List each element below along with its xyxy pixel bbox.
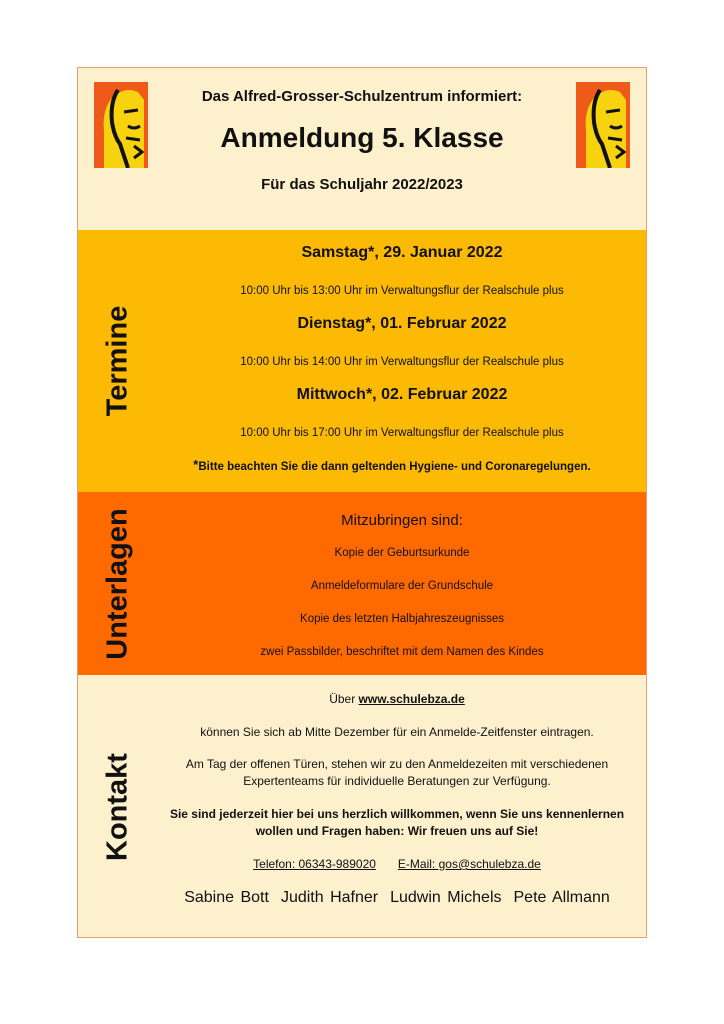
date-time: 10:00 Uhr bis 14:00 Uhr im Verwaltungsflur der Realschule plus xyxy=(240,356,564,368)
list-item: Anmeldeformulare der Grundschule xyxy=(310,580,494,592)
flyer xyxy=(77,67,647,938)
termine-section xyxy=(78,230,646,492)
register-text: können Sie sich ab Mitte Dezember für ein Anmelde-Zeitfenster eintragen. xyxy=(200,725,594,739)
date-time: 10:00 Uhr bis 17:00 Uhr im Verwaltungsflur der Realschule plus xyxy=(240,427,564,439)
open-day-text-1: Am Tag der offenen Türen, stehen wir zu den Anmeldezeiten mit verschiedenen xyxy=(185,757,609,771)
contact-names xyxy=(148,889,646,907)
list-item: Kopie der Geburtsurkunde xyxy=(334,547,470,559)
note-marker: * xyxy=(193,457,199,472)
email-link[interactable]: E-Mail: gos@schulebza.de xyxy=(397,857,541,871)
website-line xyxy=(148,691,646,708)
hygiene-note xyxy=(138,457,646,473)
website-link[interactable]: www.schulebza.de xyxy=(358,692,465,706)
phone-link[interactable]: Telefon: 06343-989020 xyxy=(253,857,376,871)
contact-line xyxy=(148,856,646,873)
contact-name: Pete Allmann xyxy=(513,889,610,906)
unterlagen-section xyxy=(78,492,646,675)
documents-heading: Mitzubringen sind: xyxy=(341,512,463,529)
kontakt-section xyxy=(78,675,646,938)
website-prefix: Über xyxy=(329,692,356,706)
list-item: zwei Passbilder, beschriftet mit dem Namen des Kindes xyxy=(260,646,544,658)
termine-label: Termine xyxy=(101,305,134,417)
unterlagen-label: Unterlagen xyxy=(101,507,134,660)
note-text: Bitte beachten Sie die dann geltenden Hygiene- und Coronaregelungen. xyxy=(198,461,591,473)
date-title: Mittwoch*, 02. Februar 2022 xyxy=(296,386,508,403)
contact-name: Sabine Bott xyxy=(184,889,269,906)
welcome-text-2: wollen und Fragen haben: Wir freuen uns auf Sie! xyxy=(255,824,539,838)
welcome-text-1: Sie sind jederzeit hier bei uns herzlich willkommen, wenn Sie uns kennenlernen xyxy=(169,807,625,821)
header-section xyxy=(78,68,646,230)
school-year: Für das Schuljahr 2022/2023 xyxy=(261,176,463,193)
contact-name: Judith Hafner xyxy=(280,889,379,906)
header-intro: Das Alfred-Grosser-Schulzentrum informiert: xyxy=(201,88,523,105)
page-title: Anmeldung 5. Klasse xyxy=(220,122,504,153)
contact-name: Ludwin Michels xyxy=(390,889,502,906)
date-title: Samstag*, 29. Januar 2022 xyxy=(301,244,503,261)
list-item: Kopie des letzten Halbjahreszeugnisses xyxy=(300,613,504,625)
kontakt-label: Kontakt xyxy=(101,753,134,861)
open-day-text-2: Expertenteams für individuelle Beratungen zur Verfügung. xyxy=(243,774,551,788)
date-time: 10:00 Uhr bis 13:00 Uhr im Verwaltungsflur der Realschule plus xyxy=(240,285,564,297)
date-title: Dienstag*, 01. Februar 2022 xyxy=(297,315,507,332)
